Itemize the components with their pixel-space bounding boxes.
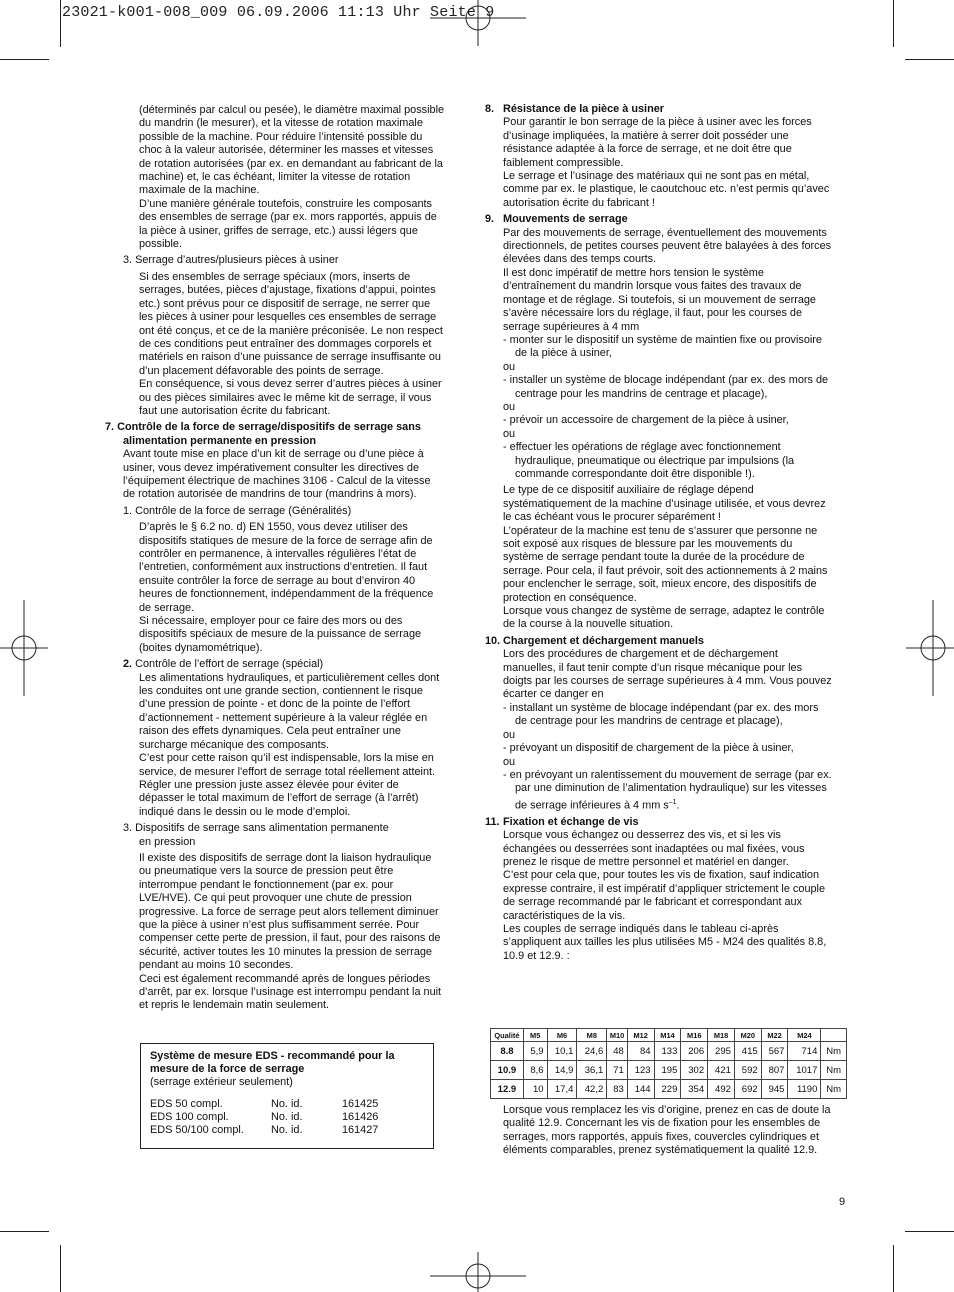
table-header-row (491, 1029, 847, 1042)
table-cell: 10.9 (491, 1061, 524, 1080)
paragraph: Si des ensembles de serrage spéciaux (mors, inserts de serrages, butées, pièces d’ajustage, fixations d’appui, pointes etc.) sont prévus pour ce dispositif de serrage, ne serrer que les pièces à usiner pour lesquelles ces ensembles de serrage ont été conçus, et ce de la manière préconisée. Le non respect de ces conditions peut entraîner des dommages corporels et matériels en raison d’une puissance de serrage insuffisante ou d’un placement défavorable des points de serrage. (139, 270, 443, 377)
table-cell: 1190 (788, 1080, 821, 1099)
list-item: - prévoyant un dispositif de chargement de la pièce à usiner, (503, 742, 794, 755)
table-header-cell: M18 (708, 1029, 735, 1042)
registration-mark-bottom (430, 1248, 526, 1292)
paragraph: Lorsque vous échangez ou desserrez des vis, et si les vis échangées ou desserrées sont inadaptées ou mal fixées, vous prenez le risque de mettre personnel et matériel en danger. (503, 829, 805, 868)
registration-mark-left (0, 600, 50, 696)
table-cell: 421 (708, 1061, 735, 1080)
table-header-cell: M22 (761, 1029, 788, 1042)
table-cell: 8.8 (491, 1042, 524, 1061)
table-cell: 302 (681, 1061, 708, 1080)
table-cell: 24,6 (577, 1042, 607, 1061)
or-label: ou (503, 728, 516, 741)
paragraph: C’est pour cela que, pour toutes les vis de fixation, sauf indication expresse contraire, il est impératif d’appliquer strictement le couple de serrage recommandé par le fabricant et correspondant aux caractéristiques de la vis. (503, 869, 826, 922)
subsection-title: 3. Dispositifs de serrage sans alimentation permanente (123, 822, 389, 835)
table-cell: 144 (627, 1080, 654, 1099)
table-header-cell (821, 1029, 847, 1042)
registration-mark-top (430, 0, 526, 50)
table-row (491, 1042, 847, 1061)
left-column (105, 104, 445, 1013)
paragraph: Avant toute mise en place d’un kit de serrage ou d’une pièce à usiner, vous devez impérativement consulter les directives de l’équipement électrique de machines 3106 - Calcul de la vitesse de rotation autorisée de mandrins de tour (mandrins à mors). (123, 448, 431, 501)
table-cell: 714 (788, 1042, 821, 1061)
list-item: - monter sur le dispositif un système de maintien fixe ou provisoire de la pièce à usiner, (503, 333, 822, 360)
or-label: ou (503, 400, 516, 413)
table-cell: 84 (627, 1042, 654, 1061)
paragraph: Lorsque vous changez de système de serrage, adaptez le contrôle de la course à la nouvelle situation. (503, 605, 825, 631)
paragraph: C’est pour cette raison qu’il est indispensable, lors la mise en service, de mesurer l'effort de serrage total réellement atteint. Régler une pression juste assez élevée pour éviter de dépasser le total maximum de l’effort de serrage (à l’arrêt) indiqué dans le dessin ou le mode d’emploi. (139, 752, 436, 818)
table-cell: 354 (681, 1080, 708, 1099)
table-cell: 83 (607, 1080, 628, 1099)
paragraph: (déterminés par calcul ou pesée), le diamètre maximal possible du mandrin (le mesurer), et la vitesse de rotation maximale possible de la machine. Pour réduire l’intensité possible du choc à la valeur autorisée, déterminer les masses et vitesses de rotation autorisées (par ex. en demandant au fabricant de la machine) et, le cas échéant, limiter la vitesse de rotation maximale de la machine. (139, 104, 445, 197)
table-cell: 5,9 (523, 1042, 547, 1061)
paragraph: Pour garantir le bon serrage de la pièce à usiner avec les forces d’usinage impliquées, la matière à serrer doit posséder une résistance adaptée à la force de serrage, et ne doit être que faiblement compressible. (503, 116, 812, 169)
section-title-8: 8. Résistance de la pièce à usiner (485, 103, 665, 115)
or-label: ou (503, 755, 516, 768)
paragraph: Lorsque vous remplacez les vis d’origine, prenez en cas de doute la qualité 12.9. Concernant les vis de fixation pour les ensembles de serrages, mors rapportés, appuis fixes, couvercles cylindriques et éléments comparables, prenez systématiquement la qualité 12.9. (503, 1104, 831, 1157)
table-cell: Nm (821, 1042, 847, 1061)
table-header-cell: M8 (577, 1029, 607, 1042)
section-title-9: 9. Mouvements de serrage (485, 213, 628, 226)
box-row: EDS 50 compl. No. id. 161425 (150, 1097, 379, 1110)
table-header-cell: Qualité (491, 1029, 524, 1042)
table-header-cell: M24 (788, 1029, 821, 1042)
table-cell: 592 (734, 1061, 761, 1080)
table-cell: 692 (734, 1080, 761, 1099)
table-header-cell: M10 (607, 1029, 628, 1042)
table-cell: 8,6 (523, 1061, 547, 1080)
table-cell: 206 (681, 1042, 708, 1061)
paragraph: Les alimentations hydrauliques, et particulièrement celles dont les conduites ont une grande section, contiennent le risque d’une pression de pointe - et donc de la pointe de l’effort d’actionnement - nettement supérieure à la valeur réglée en raison des effets dynamiques. Cela peut entraîner une surcharge mécanique des composants. (139, 671, 440, 751)
paragraph: Lors des procédures de chargement et de déchargement manuelles, il faut tenir compte d’un risque mécanique pour les doigts par les courses de serrage supérieures à 4 mm. Vous pouvez écarter ce danger en (503, 648, 832, 701)
paragraph: Les couples de serrage indiqués dans le tableau ci-après s’appliquent aux tailles les plus utilisées M5 - M24 des qualités 8.8, 10.9 et 12.9. : (503, 923, 827, 962)
table-cell: 807 (761, 1061, 788, 1080)
table-cell: 12.9 (491, 1080, 524, 1099)
list-item: - installant un système de blocage indépendant (par ex. des mors de centrage pour les mandrins de centrage et placage), (503, 701, 819, 728)
table-header-cell: M16 (681, 1029, 708, 1042)
table-header-cell: M20 (734, 1029, 761, 1042)
registration-mark-right (904, 600, 954, 696)
table-cell: 229 (654, 1080, 681, 1099)
paragraph: Il existe des dispositifs de serrage dont la liaison hydraulique ou pneumatique vers la source de pression peut être interrompue pendant le fonctionnement (par ex. pour LVE/HVE). Ce qui peut provoquer une chute de pression progressive. La force de serrage peut alors tellement diminuer que la pièce à usiner n’est plus suffisamment serrée. Pour compenser cette perte de pression, il faut, pour des raisons de sécurité, activer toutes les 10 minutes la pression de serrage pendant au moins 10 secondes. (139, 851, 441, 972)
paragraph: Le serrage et l’usinage des matériaux qui ne sont pas en métal, comme par ex. le plastique, le caoutchouc etc. n’est permis qu’avec autorisation écrite du fabricant ! (503, 170, 830, 209)
or-label: ou (503, 427, 516, 440)
box-subtitle: (serrage extérieur seulement) (150, 1076, 293, 1089)
table-cell: 17,4 (547, 1080, 577, 1099)
paragraph: Ceci est également recommandé après de longues périodes d’arrêt, par ex. lorsque l’usinage est interrompu pendant la nuit et repris le lendemain matin seulement. (139, 972, 442, 1012)
table-cell: 492 (708, 1080, 735, 1099)
table-header-cell: M6 (547, 1029, 577, 1042)
table-cell: 10 (523, 1080, 547, 1099)
table-cell: 10,1 (547, 1042, 577, 1061)
right-column-end (485, 1104, 833, 1158)
right-column (485, 103, 833, 963)
eds-info-box (140, 1043, 434, 1149)
paragraph: En conséquence, si vous devez serrer d’autres pièces à usiner ou des pièces similaires avec le même kit de serrage, il vous faut une autorisation écrite du fabricant. (139, 378, 442, 417)
page-number: 9 (839, 1196, 846, 1208)
list-item: - en prévoyant un ralentissement du mouvement de serrage (par ex. par une diminution de l’alimentation hydraulique) sur les vitesses de serrage inférieures à 4 mm $s^{-1}$. (503, 768, 832, 812)
table-cell: 133 (654, 1042, 681, 1061)
table-cell: 42,2 (577, 1080, 607, 1099)
box-row: EDS 100 compl. No. id. 161426 (150, 1110, 379, 1123)
paragraph: Si nécessaire, employer pour ce faire des mors ou des dispositifs spéciaux de mesure de la puissance de serrage (boites dynamométrique). (139, 615, 422, 654)
table-cell: 71 (607, 1061, 628, 1080)
table-cell: 14,9 (547, 1061, 577, 1080)
table-cell: 123 (627, 1061, 654, 1080)
table-cell: Nm (821, 1080, 847, 1099)
table-cell: 1017 (788, 1061, 821, 1080)
paragraph: Il est donc impératif de mettre hors tension le système d’entraînement du mandrin lorsque vous faites des travaux de montage et de réglage. Si toutefois, si un mouvement de serrage s’avère nécessaire lors du réglage, il faut, pour les courses de serrage supérieures à 4 mm (503, 266, 816, 333)
table-cell: 36,1 (577, 1061, 607, 1080)
table-header-cell: M14 (654, 1029, 681, 1042)
print-header: 23021-k001-008_009 06.09.2006 11:13 Uhr Seite 9 (62, 4, 495, 21)
table-cell: 295 (708, 1042, 735, 1061)
list-item: - prévoir un accessoire de chargement de la pièce à usiner, (503, 414, 789, 427)
table-cell: 945 (761, 1080, 788, 1099)
box-title: Système de mesure EDS - recommandé pour la mesure de la force de serrage (150, 1050, 395, 1076)
torque-table (490, 1028, 847, 1099)
subsection-title-cont: en pression (139, 835, 196, 848)
table-cell: Nm (821, 1061, 847, 1080)
list-item: - installer un système de blocage indépendant (par ex. des mors de centrage pour les mandrins de centrage et placage), (503, 374, 829, 400)
table-cell: 415 (734, 1042, 761, 1061)
table-cell: 567 (761, 1042, 788, 1061)
section-title-10: 10. Chargement et déchargement manuels (485, 634, 704, 647)
table-cell: 48 (607, 1042, 628, 1061)
paragraph: Le type de ce dispositif auxiliaire de réglage dépend systématiquement de la machine d’usinage utilisée, et vous devrez le cas échéant vous le procurer séparément ! (503, 484, 826, 524)
table-header-cell: M12 (627, 1029, 654, 1042)
table-row (491, 1061, 847, 1080)
paragraph: D’une manière générale toutefois, construire les composants des ensembles de serrage (par ex. mors rapportés, appuis de la pièce à usiner, griffes de serrage, etc.) aussi légers que possible. (139, 197, 437, 251)
section-title-11: 11. Fixation et échange de vis (485, 815, 639, 828)
table-row (491, 1080, 847, 1099)
paragraph: L’opérateur de la machine est tenu de s’assurer que personne ne soit exposé aux risques de blessure par les mouvements du système de serrage pendant toute la durée de la procédure de serrage. Pour cela, il faut prévoir, soit des actionnements à 2 mains pour enclencher le serrage, soit, mieux encore, des dispositifs de protection en conséquence. (503, 524, 828, 604)
box-row: EDS 50/100 compl. No. id. 161427 (150, 1124, 379, 1137)
subsection-title: 2. Contrôle de l’effort de serrage (spécial) (123, 658, 324, 671)
subsection-title: 3. Serrage d’autres/plusieurs pièces à usiner (123, 254, 339, 267)
subsection-title: 1. Contrôle de la force de serrage (Généralités) (123, 504, 352, 517)
paragraph: D’après le § 6.2 no. d) EN 1550, vous devez utiliser des dispositifs statiques de mesure de la force de serrage afin de contrôler en permanence, à intervalles régulières l’état de l’entretien, conformément aux instructions d’entretien. Il faut ensuite contrôler la force de serrage au bout d’environ 40 heures de fonctionnement, indépendamment de la fréquence de serrage. (139, 521, 434, 614)
table-header-cell: M5 (523, 1029, 547, 1042)
or-label: ou (503, 360, 516, 373)
table-cell: 195 (654, 1061, 681, 1080)
section-title-7: 7. Contrôle de la force de serrage/dispositifs de serrage sans alimentation permanente en pression (105, 421, 421, 447)
paragraph: Par des mouvements de serrage, éventuellement des mouvements directionnels, de petites courses peuvent être balayées à des forces élevées dans des temps courts. (503, 226, 832, 266)
list-item: - effectuer les opérations de réglage avec fonctionnement hydraulique, pneumatique ou électrique par impulsions (la commande correspondante doit être disponible !). (503, 441, 795, 480)
